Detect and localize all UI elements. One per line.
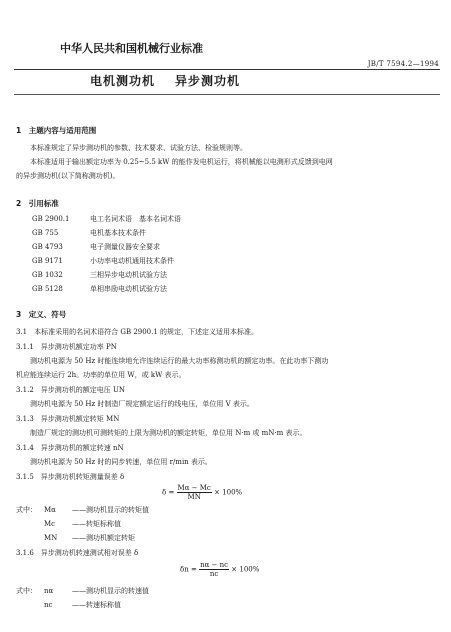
reference-code: GB 9171: [32, 257, 63, 265]
clause-3-1: 3.1 本标准采用的名词术语符合 GB 2900.1 的规定，下述定义适用本标准。: [16, 328, 259, 336]
symbol-description: 转速标称值: [86, 601, 121, 609]
symbol-definition: nc ——转速标称值: [44, 601, 121, 609]
formula-lhs: δ =: [162, 488, 175, 497]
title-rule: [14, 94, 440, 95]
symbol-definition: Mc ——转矩标称值: [44, 520, 121, 528]
section-2-heading: 2 引用标准: [16, 199, 59, 208]
formula-speed-error: [180, 561, 259, 578]
formula-fraction: [199, 561, 229, 578]
reference-item: [32, 285, 167, 294]
document-title-part2: 异步测功机: [175, 74, 241, 88]
formula-rhs: × 100%: [214, 488, 243, 497]
reference-title: 小功率电动机通用技术条件: [90, 257, 174, 265]
symbol-description: 转矩标称值: [86, 520, 121, 528]
clause-3-1-5-heading: 3.1.5 异步测功机转矩测量误差 δ: [16, 473, 125, 481]
symbol-definition: MN ——测功机额定转矩: [44, 534, 135, 542]
reference-title: 电机基本技术条件: [90, 229, 146, 237]
formula-denominator: nc: [209, 570, 219, 578]
reference-item: [32, 243, 160, 252]
section-1-paragraph-1: 本标准规定了异步测功机的参数、技术要求、试验方法、检验规则等。: [30, 144, 247, 152]
symbol-definition: Mα ——测功机显示的转矩值: [44, 506, 149, 514]
symbol-description: 测功机显示的转矩值: [86, 506, 149, 514]
symbol: nα: [44, 587, 54, 595]
reference-code: GB 4793: [32, 243, 63, 251]
section-1-paragraph-2-line-2: 的异步测功机(以下简称测功机)。: [16, 172, 120, 180]
formula-lhs: δn =: [180, 565, 197, 574]
clause-3-1-6-heading: 3.1.6 异步测功机转速测试相对误差 δ: [16, 549, 139, 557]
reference-code: GB 2900.1: [32, 215, 70, 223]
formula-rhs: × 100%: [231, 565, 260, 574]
section-1-paragraph-2-line-1: 本标准适用于输出额定功率为 0.25~5.5 kW 的能作发电机运行，将机械能以电测形式反馈到电网: [30, 158, 333, 166]
clause-3-1-3-heading: 3.1.3 异步测功机额定转矩 MN: [16, 415, 120, 423]
clause-3-1-2-heading: 3.1.2 异步测功机的额定电压 UN: [16, 386, 126, 394]
reference-item: [32, 271, 167, 280]
formula-numerator: Mα − Mc: [177, 484, 211, 492]
standard-org-title: 中华人民共和国机械行业标准: [60, 42, 203, 55]
reference-code: GB 755: [32, 229, 59, 237]
reference-title: 电工名词术语 基本名词术语: [90, 215, 181, 223]
reference-code: GB 5128: [32, 285, 63, 293]
clause-3-1-4-body: 测功机电源为 50 Hz 时的同步转速，单位用 r/min 表示。: [30, 458, 212, 466]
where-label: 式中：: [16, 587, 37, 595]
clause-3-1-2-body: 测功机电源为 50 Hz 时制造厂规定额定运行的线电压，单位用 V 表示。: [30, 400, 254, 408]
document-title-part1: 电机测功机: [90, 74, 156, 88]
reference-code: GB 1032: [32, 271, 63, 279]
section-3-heading: 3 定义、符号: [16, 310, 67, 319]
where-label: 式中：: [16, 506, 37, 514]
section-1-heading: 1 主题内容与适用范围: [16, 126, 97, 135]
symbol: Mc: [44, 520, 56, 528]
symbol-description: 测功机额定转矩: [86, 534, 135, 542]
clause-3-1-1-body-line-1: 测功机电源为 50 Hz 时能连续地允许连续运行的最大功率称测功机的额定功率。在此功率下测功: [30, 357, 329, 365]
document-title: [90, 72, 240, 89]
clause-3-1-4-heading: 3.1.4 异步测功机的额定转速 nN: [16, 444, 124, 452]
header-rule: [14, 69, 440, 70]
reference-title: 三相异步电动机试验方法: [90, 271, 167, 279]
reference-item: [32, 215, 181, 224]
clause-3-1-1-body-line-2: 机应能连续运行 2h。功率的单位用 W，或 kW 表示。: [16, 371, 186, 379]
reference-title: 电子测量仪器安全要求: [90, 243, 160, 251]
standard-number: JB/T 7594.2—1994: [367, 60, 439, 68]
clause-3-1-3-body: 制造厂规定的测功机可测转矩的上限为测功机的额定转矩，单位用 N·m 或 mN·m 表示。: [30, 429, 307, 437]
symbol: MN: [44, 534, 58, 542]
reference-item: [32, 257, 174, 266]
symbol-definition: nα ——测功机显示的转速值: [44, 587, 149, 595]
symbol: nc: [44, 601, 53, 609]
clause-3-1-1-heading: 3.1.1 异步测功机额定功率 PN: [16, 343, 117, 351]
symbol-description: 测功机显示的转速值: [86, 587, 149, 595]
reference-title: 单相串励电动机试验方法: [90, 285, 167, 293]
reference-item: [32, 229, 146, 238]
symbol: Mα: [44, 506, 56, 514]
formula-fraction: [177, 484, 212, 501]
formula-denominator: MN: [187, 493, 201, 501]
formula-torque-error: [162, 484, 242, 501]
formula-numerator: nα − nc: [200, 561, 229, 569]
